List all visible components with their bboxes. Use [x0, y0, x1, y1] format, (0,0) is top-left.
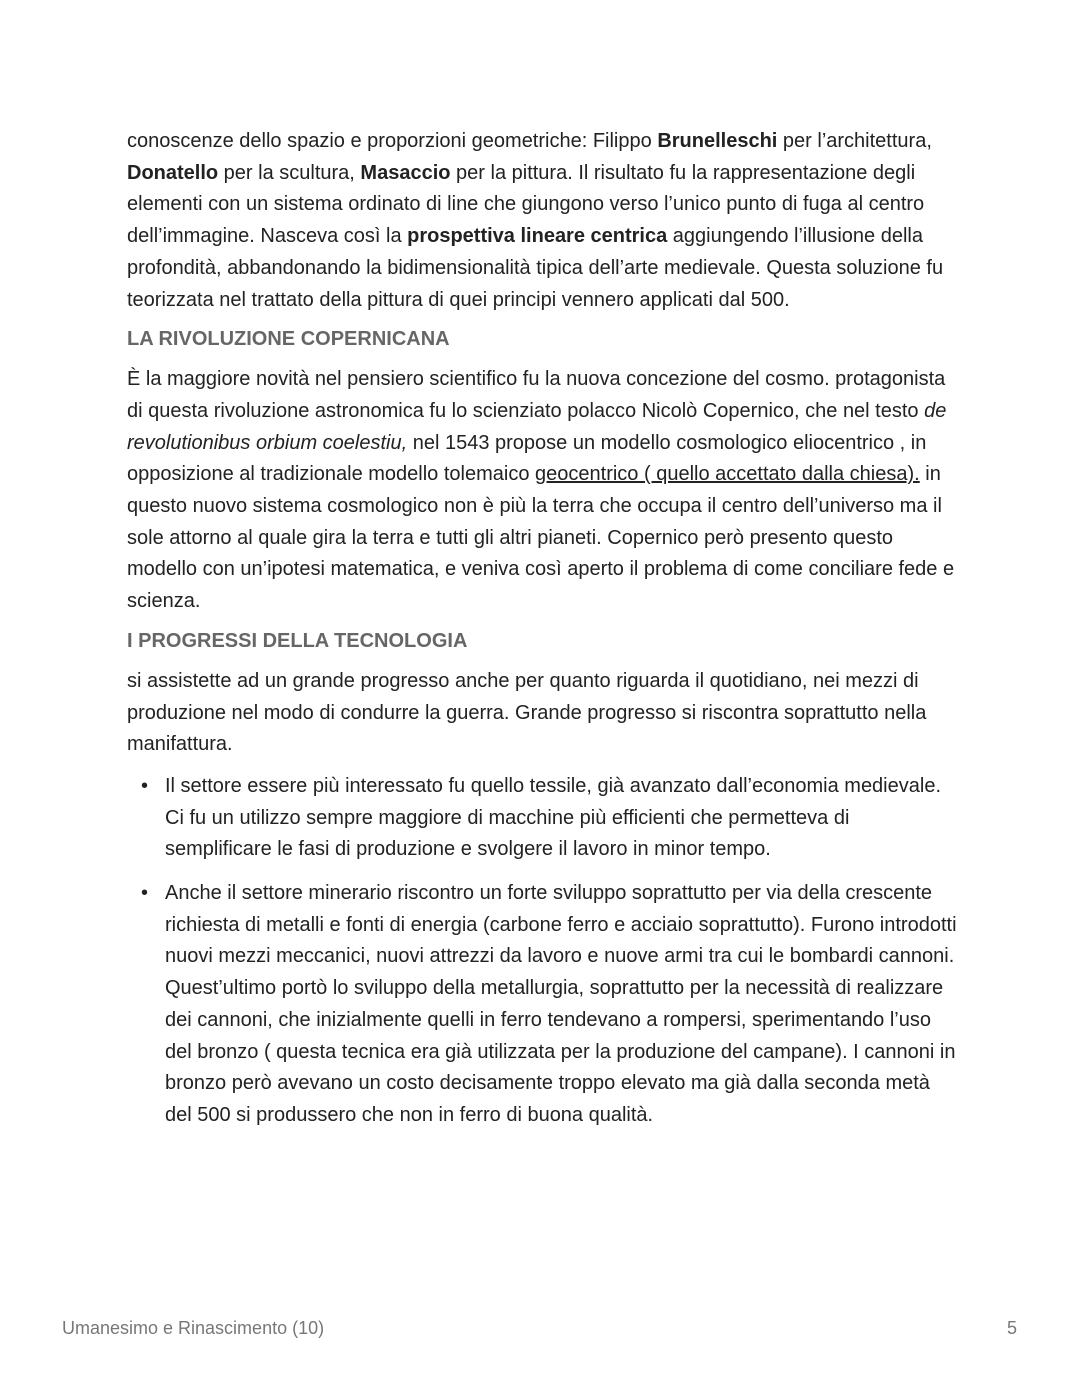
document-title: Umanesimo e Rinascimento (10) [62, 1318, 325, 1338]
text-run: per la pittura. Il risultato fu la rappresentazione degli elementi con un sistema ordinato di line che giungono verso l’unico punto di fuga al centro dell’immagine. Nasceva così la [127, 161, 925, 248]
text-run: È la maggiore novità nel pensiero scientifico fu la nuova concezione del cosmo. protagonista di questa rivoluzione astronomica fu lo scienziato polacco Nicolò Copernico, che nel testo [127, 368, 946, 422]
document-body [127, 126, 957, 1144]
text-run: per l’architettura, [777, 130, 932, 152]
list-item [127, 771, 957, 866]
bold-run: Donatello [127, 161, 219, 184]
page-footer [62, 1318, 1017, 1339]
italic-run: de revolutionibus orbium coelestiu, [127, 399, 947, 454]
list-item-text: Anche il settore minerario riscontro un forte sviluppo soprattutto per via della crescente richiesta di metalli e fonti di energia (carbone ferro e acciaio soprattutto). Furono introdotti nuovi mezzi meccanici, nuovi attrezzi da lavoro e nuove armi tra cui le bombardi cannoni. Quest’ultimo portò lo sviluppo della metallurgia, soprattutto per la necessità di realizzare dei cannoni, che inizialmente quelli in ferro tendevano a rompersi, sperimentando l’uso del bronzo ( questa tecnica era già utilizzata per la produzione del campane). I cannoni in bronzo però avevano un costo decisamente troppo elevato ma già dalla seconda metà del 500 si produssero che non in ferro di buona qualità. [165, 882, 957, 1126]
intro-paragraph [127, 126, 957, 316]
bold-run: prospettiva lineare centrica [407, 225, 668, 248]
bullet-icon: • [141, 882, 149, 905]
page-number: 5 [1006, 1318, 1017, 1338]
underlined-run: geocentrico ( quello accettato dalla chiesa). [535, 463, 920, 486]
bullet-list [127, 771, 957, 1132]
bullet-icon: • [141, 774, 149, 797]
text-run: per la scultura, [218, 161, 361, 184]
tecnologia-paragraph: si assistette ad un grande progresso anche per quanto riguarda il quotidiano, nei mezzi di produzione nel modo di condurre la guerra. Grande progresso si riscontra soprattutto nella manifattura. [127, 669, 927, 756]
text-run: nel 1543 propose un modello cosmologico eliocentrico , in opposizione al tradizionale modello tolemaico [127, 431, 927, 486]
section-heading-tecnologia: I PROGRESSI DELLA TECNOLOGIA [127, 629, 468, 652]
text-run: conoscenze dello spazio e proporzioni geometriche: Filippo [127, 130, 658, 152]
copernicana-paragraph [127, 364, 957, 618]
text-run: in questo nuovo sistema cosmologico non è più la terra che occupa il centro dell’universo ma il sole attorno al quale gira la terra e tutti gli altri pianeti. Copernico però presento questo modello con un’ipotesi matematica, e veniva così aperto il problema di come conciliare fede e scienza. [127, 463, 955, 613]
list-item-text: Il settore essere più interessato fu quello tessile, già avanzato dall’economia medievale. Ci fu un utilizzo sempre maggiore di macchine più efficienti che permetteva di semplificare le fasi di produzione e svolgere il lavoro in minor tempo. [165, 774, 941, 861]
text-run: aggiungendo l’illusione della profondità, abbandonando la bidimensionalità tipica dell’arte medievale. Questa soluzione fu teorizzata nel trattato della pittura di quei principi vennero applicati dal 500. [127, 225, 944, 311]
list-item [127, 878, 957, 1132]
section-heading-copernicana: LA RIVOLUZIONE COPERNICANA [127, 328, 450, 351]
bold-run: Brunelleschi [657, 130, 778, 152]
bold-run: Masaccio [360, 161, 451, 184]
